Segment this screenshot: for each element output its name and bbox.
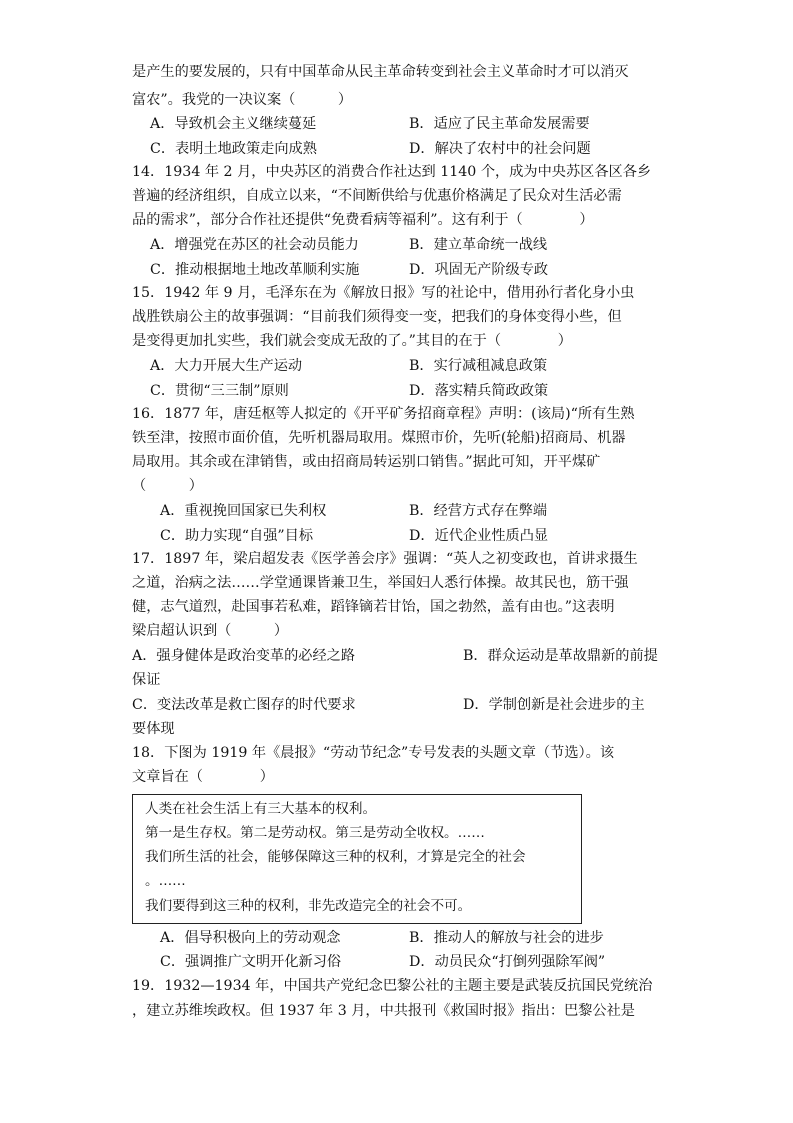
excerpt-line: 我们所生活的社会，能够保障这三种的权利，才算是完全的社会 [145,849,526,865]
q16-stem-line: 局取用。其余或在津销售，或由招商局转运别口销售。”据此可知，开平煤矿 [132,454,601,470]
q17-option-a[interactable]: A．强身健体是政治变革的必经之路 [132,648,356,664]
q13-option-a[interactable]: A．导致机会主义继续蔓延 [150,116,317,132]
q17-option-d-continued: 要体现 [132,721,175,737]
q13-option-c[interactable]: C．表明土地政策走向成熟 [150,141,317,157]
q18-excerpt-box [132,794,582,924]
q13-option-b[interactable]: B．适应了民主革命发展需要 [409,116,590,132]
q19-stem-line: ，建立苏维埃政权。但 1937 年 3 月，中共报刊《救国时报》指出：巴黎公社是 [132,1003,635,1019]
q14-option-c[interactable]: C．推动根据地土地改革顺利实施 [150,262,360,278]
q16-option-d[interactable]: D．近代企业性质凸显 [409,528,549,544]
excerpt-line: 第一是生存权。第二是劳动权。第三是劳动全收权。…… [145,825,485,841]
q17-stem-line: 之道，治病之法……学堂通课皆兼卫生，举国妇人悉行体操。故其民也，筋干强 [132,575,629,591]
q16-option-b[interactable]: B．经营方式存在弊端 [409,503,548,519]
q15-stem-line: 战胜铁扇公主的故事强调：“目前我们须得变一变，把我们的身体变得小些，但 [132,309,622,325]
q15-stem-line: 15．1942 年 9 月，毛泽东在为《解放日报》写的社论中，借用孙行者化身小虫 [132,285,635,301]
q16-stem-line: 16．1877 年，唐廷枢等人拟定的《开平矿务招商章程》声明：(该局)“所有生熟 [132,406,635,422]
q18-option-c[interactable]: C．强调推广文明开化新习俗 [160,954,342,970]
excerpt-line: 。…… [145,873,186,889]
q19-stem-line: 19．1932—1934 年，中国共产党纪念巴黎公社的主题主要是武装反抗国民党统治 [132,978,653,994]
q17-option-d[interactable]: D．学制创新是社会进步的主 [463,697,645,713]
q16-stem-line: （ ） [132,478,203,494]
q18-option-d[interactable]: D．动员民众“打倒列强除军阀” [409,954,606,970]
q15-option-c[interactable]: C．贯彻“三三制”原则 [150,383,289,399]
q18-option-b[interactable]: B．推动人的解放与社会的进步 [409,930,604,946]
q15-option-d[interactable]: D．落实精兵简政政策 [409,383,549,399]
q15-option-b[interactable]: B．实行减租减息政策 [409,358,548,374]
excerpt-line: 人类在社会生活上有三大基本的权利。 [145,801,377,817]
q16-stem-line: 铁至津，按照市面价值，先听机器局取用。煤照市价，先听(轮船)招商局、机器 [132,430,626,446]
q13-stem-line: 富农”。我党的一决议案（ ） [132,92,353,108]
q13-stem-line: 是产生的要发展的，只有中国革命从民主革命转变到社会主义革命时才可以消灭 [132,64,629,80]
q14-option-d[interactable]: D．巩固无产阶级专政 [409,262,549,278]
q16-option-a[interactable]: A．重视挽回国家已失利权 [160,503,327,519]
q17-option-b-continued: 保证 [132,672,161,688]
q15-stem-line: 是变得更加扎实些，我们就会变成无敌的了。”其目的在于（ ） [132,333,572,349]
q17-stem-line: 健，志气道烈，赴国事若私难，蹈锋镝若甘饴，国之勃然，盖有由也。”这表明 [132,599,615,615]
q13-option-d[interactable]: D．解决了农村中的社会问题 [409,141,591,157]
q17-stem-line: 17．1897 年，梁启超发表《医学善会序》强调：“英人之初变政也，首讲求摄生 [132,551,638,567]
q15-option-a[interactable]: A．大力开展大生产运动 [150,358,303,374]
q14-option-b[interactable]: B．建立革命统一战线 [409,237,548,253]
q16-option-c[interactable]: C．助力实现“自强”目标 [160,528,314,544]
excerpt-line: 我们要得到这三种的权利，非先改造完全的社会不可。 [145,898,472,914]
q17-option-b[interactable]: B．群众运动是革故鼎新的前提 [463,648,658,664]
q18-stem-line: 18．下图为 1919 年《晨报》“劳动节纪念”专号发表的头题文章（节选）。该 [132,745,615,761]
q18-option-a[interactable]: A．倡导积极向上的劳动观念 [160,930,341,946]
q18-stem-line: 文章旨在（ ） [132,769,274,785]
q14-option-a[interactable]: A．增强党在苏区的社会动员能力 [150,237,359,253]
q17-stem-line: 梁启超认识到（ ） [132,623,289,639]
q17-option-c[interactable]: C．变法改革是救亡图存的时代要求 [132,697,356,713]
q14-stem-line: 14．1934 年 2 月，中央苏区的消费合作社达到 1140 个，成为中央苏区各区各乡 [132,164,652,180]
q14-stem-line: 品的需求”，部分合作社还提供“免费看病等福利”。这有利于（ ） [132,212,594,228]
q14-stem-line: 普遍的经济组织，自成立以来，“不间断供给与优惠价格满足了民众对生活必需 [132,188,622,204]
